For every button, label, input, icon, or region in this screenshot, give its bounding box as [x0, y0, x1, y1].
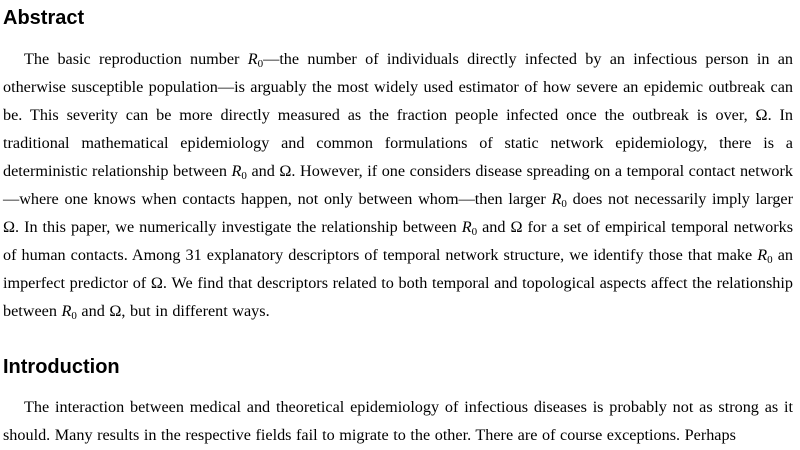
introduction-heading: Introduction: [3, 356, 120, 378]
abstract-paragraph: The basic reproduction number $R_0—the$ number of individuals directly infected by an infectious person in an otherwise susceptible population—is arguably the most widely used estimator of how severe an epidemic outbreak can be. This severity can be more directly measured as the fraction people infected once the outbreak is over, Ω. In traditional mathematical epidemiology and common formulations of static network epidemiology, there is a deterministic relationship between $R_0$ and Ω. However, if one considers disease spreading on a temporal contact network—where one knows when contacts happen, not only between whom—then larger $R_0$ does not necessarily imply larger Ω. In this paper, we numerically investigate the relationship between $R_0$ and Ω for a set of empirical temporal networks of human contacts. Among 31 explanatory descriptors of temporal network structure, we identify those that make $R_0$ an imperfect predictor of Ω. We find that descriptors related to both temporal and topological aspects affect the relationship between $R_0$ and Ω, but in different ways.: [3, 50, 793, 322]
abstract-heading: Abstract: [3, 7, 85, 29]
introduction-paragraph: The interaction between medical and theoretical epidemiology of infectious diseases is probably not as strong as it should. Many results in the respective fields fail to migrate to the other. There are of course exceptions. Perhaps: [3, 398, 793, 444]
